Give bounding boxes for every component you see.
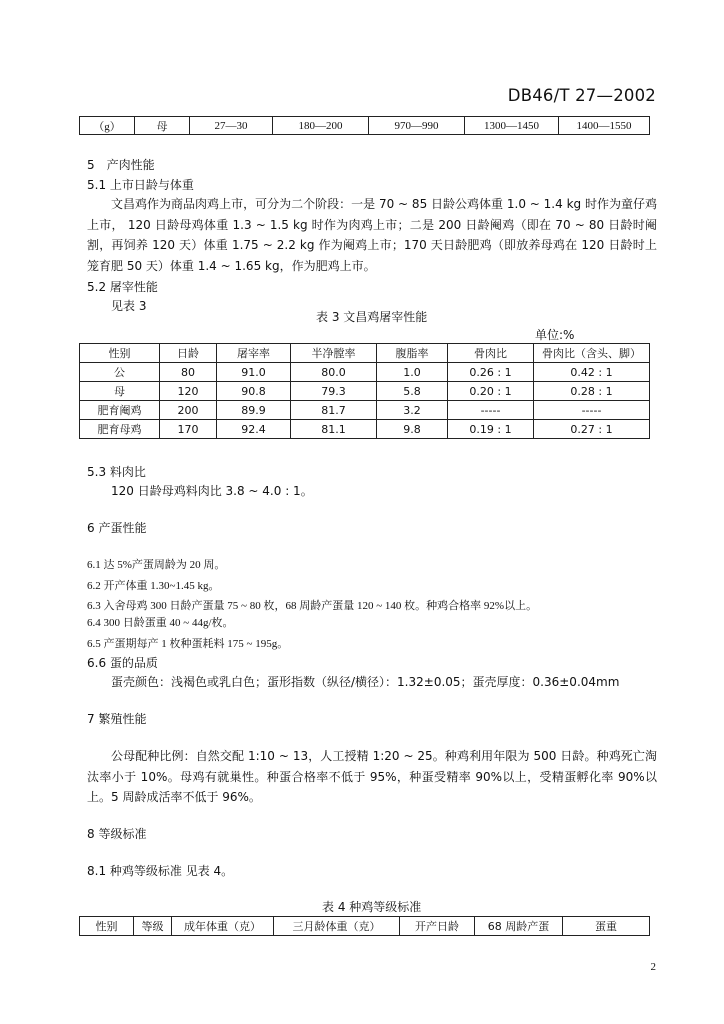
column-header: 腹脂率 (377, 344, 448, 363)
item-6-2: 6.2 开产体重 1.30~1.45 kg。 (87, 580, 220, 592)
table-cell: ----- (448, 401, 534, 420)
section-5-2-body: 见表 3 (111, 299, 147, 313)
table-cell: 81.1 (291, 420, 377, 439)
table-cell: 200 (160, 401, 217, 420)
table-cell: 母 (135, 117, 190, 135)
section-5-heading: 5 产肉性能 (87, 158, 155, 172)
table-cell: 0.20 : 1 (448, 382, 534, 401)
table-cell: 0.28 : 1 (534, 382, 650, 401)
section-6-heading: 6 产蛋性能 (87, 521, 147, 535)
column-header: 性别 (80, 344, 160, 363)
table-cell: ----- (534, 401, 650, 420)
column-header: 68 周龄产蛋 (475, 917, 563, 936)
table-cell: 80.0 (291, 363, 377, 382)
table-row (80, 401, 650, 420)
column-header: 日龄 (160, 344, 217, 363)
item-6-1: 6.1 达 5%产蛋周龄为 20 周。 (87, 559, 226, 571)
paragraph: 公母配种比例：自然交配 1:10 ~ 13，人工授精 1:20 ~ 25。种鸡利用年限为 500 日龄。种鸡死亡淘汰率小于 10%。母鸡有就巢性。种蛋合格率不低于 95%，种蛋受精率 90%以上，受精蛋孵化率 90%以上。5 周龄成活率不低于 96%。 (87, 749, 657, 804)
section-8-heading: 8 等级标准 (87, 827, 147, 841)
table-cell: 180—200 (273, 117, 369, 135)
column-header: 性别 (80, 917, 134, 936)
standard-code: DB46/T 27—2002 (507, 86, 656, 105)
continued-table (79, 116, 650, 135)
section-5-2-heading: 5.2 屠宰性能 (87, 280, 158, 294)
table-cell: 0.27 : 1 (534, 420, 650, 439)
section-5-1-body (87, 194, 657, 276)
page-number: 2 (650, 961, 656, 973)
table-cell: 79.3 (291, 382, 377, 401)
table-cell: 80 (160, 363, 217, 382)
column-header: 三月龄体重（克） (274, 917, 400, 936)
table-row (80, 420, 650, 439)
section-6-6-heading: 6.6 蛋的品质 (87, 656, 158, 670)
table-row (80, 117, 650, 135)
column-header: 骨肉比（含头、脚） (534, 344, 650, 363)
section-5-3-body: 120 日龄母鸡料肉比 3.8 ~ 4.0 : 1。 (111, 484, 313, 498)
table-cell: 1.0 (377, 363, 448, 382)
table-cell: 肥育阉鸡 (80, 401, 160, 420)
table-3-caption: 表 3 文昌鸡屠宰性能 (316, 310, 428, 324)
table-cell: 92.4 (217, 420, 291, 439)
column-header: 开产日龄 (400, 917, 475, 936)
table-cell: 1400—1550 (559, 117, 650, 135)
table-row (80, 363, 650, 382)
section-8-1-text: 8.1 种鸡等级标准 见表 4。 (87, 864, 234, 878)
table-cell: 肥育母鸡 (80, 420, 160, 439)
table-cell: 3.2 (377, 401, 448, 420)
table-cell: （g） (80, 117, 135, 135)
table-cell: 970—990 (369, 117, 465, 135)
column-header: 成年体重（克） (172, 917, 274, 936)
table-4-caption: 表 4 种鸡等级标准 (322, 900, 422, 914)
column-header: 蛋重 (563, 917, 650, 936)
section-5-3-heading: 5.3 料肉比 (87, 465, 146, 479)
section-7-body (87, 746, 657, 808)
table-cell: 0.19 : 1 (448, 420, 534, 439)
table-cell: 1300—1450 (465, 117, 559, 135)
table-cell: 5.8 (377, 382, 448, 401)
table-4 (79, 916, 650, 936)
table-header-row (80, 917, 650, 936)
table-row (80, 382, 650, 401)
table-cell: 0.26 : 1 (448, 363, 534, 382)
table-cell: 0.42 : 1 (534, 363, 650, 382)
table-cell: 90.8 (217, 382, 291, 401)
item-6-4: 6.4 300 日龄蛋重 40 ~ 44g/枚。 (87, 617, 234, 629)
paragraph: 文昌鸡作为商品肉鸡上市，可分为二个阶段：一是 70 ~ 85 日龄公鸡体重 1.0 ~ 1.4 kg 时作为童仔鸡上市， 120 日龄母鸡体重 1.3 ~ 1.5 kg 时作为肉鸡上市；二是 200 日龄阉鸡（即在 70 ~ 80 日龄时阉割，再饲养 120 天）体重 1.75 ~ 2.2 kg 作为阉鸡上市；170 天日龄肥鸡（即放养母鸡在 120 日龄时上笼育肥 50 天）体重 1.4 ~ 1.65 kg，作为肥鸡上市。 (87, 197, 657, 273)
table-cell: 母 (80, 382, 160, 401)
item-6-5: 6.5 产蛋期每产 1 枚种蛋耗料 175 ~ 195g。 (87, 638, 289, 650)
column-header: 骨肉比 (448, 344, 534, 363)
section-6-6-body: 蛋壳颜色：浅褐色或乳白色；蛋形指数（纵径/横径）：1.32±0.05；蛋壳厚度：0.36±0.04mm (111, 675, 620, 689)
table-cell: 公 (80, 363, 160, 382)
table-cell: 89.9 (217, 401, 291, 420)
table-cell: 120 (160, 382, 217, 401)
table-cell: 81.7 (291, 401, 377, 420)
table-cell: 170 (160, 420, 217, 439)
table-3 (79, 343, 650, 439)
section-7-heading: 7 繁殖性能 (87, 712, 147, 726)
table-cell: 91.0 (217, 363, 291, 382)
section-5-1-heading: 5.1 上市日龄与体重 (87, 178, 194, 192)
column-header: 屠宰率 (217, 344, 291, 363)
table-cell: 27—30 (190, 117, 273, 135)
table-header-row (80, 344, 650, 363)
item-6-3: 6.3 入舍母鸡 300 日龄产蛋量 75 ~ 80 枚，68 周龄产蛋量 120 ~ 140 枚。种鸡合格率 92%以上。 (87, 600, 538, 612)
column-header: 半净膛率 (291, 344, 377, 363)
table-cell: 9.8 (377, 420, 448, 439)
column-header: 等级 (134, 917, 172, 936)
table-3-unit: 单位:% (535, 328, 575, 342)
